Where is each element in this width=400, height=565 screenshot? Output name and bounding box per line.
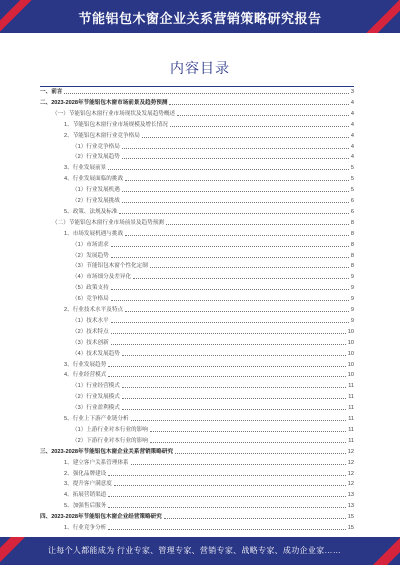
toc-entry-page: 5 — [350, 187, 354, 194]
toc-leader-dots — [108, 366, 345, 367]
toc-entry-page: 8 — [350, 263, 354, 270]
toc-entry[interactable] — [40, 296, 354, 303]
toc-entry-label: 5、加强售后服务 — [64, 503, 107, 510]
toc-entry-label: 2、节能铝包木窗行业竞争格局 — [64, 132, 140, 139]
toc-leader-dots — [169, 104, 348, 105]
toc-entry-page: 11 — [348, 426, 354, 433]
toc-entry[interactable] — [40, 187, 354, 194]
footer-slogan: 让每个人都能成为 行业专家、管理专家、营销专家、战略专家、成功企业家…… — [48, 546, 342, 555]
toc-entry-page: 9 — [350, 296, 354, 303]
toc-leader-dots — [133, 278, 349, 279]
toc-entry-page: 5 — [350, 176, 354, 183]
toc-entry[interactable] — [40, 340, 354, 347]
toc-entry-label: （3）技术创新 — [72, 339, 109, 346]
toc-entry-label: 三、2023-2028年节能铝包木窗企业关系营销策略研究 — [40, 448, 174, 455]
toc-entry-label: （2）技术特点 — [72, 328, 109, 335]
toc-leader-dots — [177, 115, 349, 116]
toc-entry-label: （2）下游行业对本行业的影响 — [72, 437, 148, 444]
toc-entry[interactable] — [40, 372, 354, 379]
toc-entry-page: 10 — [347, 350, 354, 357]
toc-leader-dots — [166, 224, 349, 225]
toc-entry-label: （5）政策支持 — [72, 285, 109, 292]
toc-leader-dots — [108, 507, 345, 508]
toc-leader-dots — [111, 333, 346, 334]
toc-entry[interactable] — [40, 209, 354, 216]
footer-accent-stripe-left — [0, 537, 35, 565]
toc-entry-page: 8 — [350, 241, 354, 248]
toc-heading: 内容目录 — [170, 60, 230, 76]
toc-leader-dots — [111, 257, 349, 258]
toc-entry[interactable] — [40, 231, 354, 238]
toc-entry-label: （2）行业发展趋势 — [72, 154, 120, 161]
toc-entry-page: 10 — [347, 372, 354, 379]
toc-entry-page: 6 — [350, 208, 354, 215]
toc-entry-label: （1）市场需求 — [72, 241, 109, 248]
toc-leader-dots — [122, 148, 349, 149]
toc-entry[interactable] — [40, 318, 354, 325]
toc-entry-page: 11 — [348, 437, 354, 444]
toc-entry[interactable] — [40, 394, 354, 401]
toc-entry-label: 3、提升客户满意度 — [64, 481, 112, 488]
toc-entry[interactable] — [40, 307, 354, 314]
toc-entry[interactable] — [40, 242, 354, 249]
toc-leader-dots — [175, 453, 346, 454]
toc-entry-page: 11 — [348, 405, 354, 412]
toc-leader-dots — [108, 496, 345, 497]
toc-entry-label: 5、行业上下游产业链分析 — [64, 416, 129, 422]
toc-entry-label: （1）行业经营模式 — [72, 383, 120, 390]
toc-entry-label: 1、行业竞争分析 — [64, 525, 107, 531]
toc-entry-page: 9 — [350, 274, 354, 281]
toc-entry-page: 4 — [350, 154, 354, 161]
toc-entry[interactable] — [40, 449, 354, 456]
toc-entry[interactable] — [40, 263, 354, 270]
toc-entry-label: 1、市场发展机遇与挑战 — [64, 230, 124, 237]
toc-leader-dots — [142, 137, 349, 138]
toc-entry[interactable] — [40, 144, 354, 151]
toc-entry-page: 4 — [350, 110, 354, 117]
toc-leader-dots — [150, 267, 349, 268]
toc-entry[interactable] — [40, 460, 354, 467]
toc-leader-dots — [150, 431, 346, 432]
toc-entry-page: 10 — [347, 328, 354, 335]
toc-leader-dots — [125, 311, 349, 312]
toc-leader-dots — [111, 289, 349, 290]
toc-entry-page: 5 — [350, 165, 354, 172]
toc-entry-label: 一、前言 — [40, 89, 63, 95]
toc-entry[interactable] — [40, 514, 354, 521]
toc-leader-dots — [131, 464, 346, 465]
toc-entry-label: （3）行业盈利模式 — [72, 405, 120, 412]
toc-entry-page: 3 — [350, 89, 354, 95]
toc-entry-page: 11 — [348, 416, 354, 422]
toc-entry-label: （1）技术水平 — [72, 317, 109, 324]
toc-leader-dots — [111, 322, 349, 323]
toc-entry-page: 12 — [347, 448, 354, 455]
toc-entry-label: （二）节能铝包木窗行业市场前景及趋势预测 — [52, 219, 164, 226]
toc-entry[interactable] — [40, 220, 354, 227]
toc-divider — [40, 86, 354, 87]
toc-entry-label: （4）技术发展趋势 — [72, 350, 120, 357]
toc-entry-label: （一）节能铝包木窗行业市场现状及发展趋势概述 — [52, 110, 176, 117]
toc-entry[interactable] — [40, 416, 354, 423]
toc-leader-dots — [122, 191, 349, 192]
toc-entry[interactable] — [40, 274, 354, 281]
toc-entry[interactable] — [40, 89, 354, 96]
toc-entry-label: （2）行业发展挑战 — [72, 198, 120, 204]
toc-entry-label: 2、行业技术水平及特点 — [64, 307, 124, 313]
toc-entry-page: 12 — [347, 459, 354, 466]
toc-leader-dots — [108, 529, 345, 530]
toc-leader-dots — [122, 409, 346, 410]
toc-entry-page: 9 — [350, 285, 354, 292]
toc-entry-label: 1、建立客户关系管理体系 — [64, 459, 129, 466]
toc-entry[interactable] — [40, 154, 354, 161]
footer-accent-stripe-right — [365, 537, 400, 565]
toc-entry-page: 6 — [350, 198, 354, 204]
toc-entry-page: 10 — [347, 339, 354, 346]
toc-entry-label: 1、节能铝包木窗行业市场规模及增长情况 — [64, 121, 168, 128]
toc-leader-dots — [108, 376, 345, 377]
page-header — [0, 0, 400, 33]
toc-entry[interactable] — [40, 383, 354, 390]
toc-entry[interactable] — [40, 405, 354, 412]
toc-leader-dots — [122, 387, 346, 388]
toc-entry-label: （2）行业发展模式 — [72, 394, 120, 401]
toc-entry-page: 10 — [347, 361, 354, 368]
toc-entry-label: （2）发展趋势 — [72, 252, 109, 259]
toc-leader-dots — [164, 518, 346, 519]
toc-entry[interactable] — [40, 525, 354, 532]
toc-entry[interactable] — [40, 253, 354, 260]
toc-entry[interactable] — [40, 285, 354, 292]
toc-entry[interactable] — [40, 503, 354, 510]
toc-leader-dots — [108, 169, 349, 170]
toc-leader-dots — [125, 180, 349, 181]
toc-leader-dots — [64, 93, 348, 94]
report-title: 节能铝包木窗企业关系营销策略研究报告 — [78, 11, 322, 26]
toc-entry[interactable] — [40, 329, 354, 336]
toc-entry-label: 3、行业发展趋势 — [64, 361, 107, 368]
table-of-contents — [40, 89, 354, 537]
toc-entry[interactable] — [40, 100, 354, 107]
toc-entry-label: （3）节能铝包木窗个性化定制 — [72, 263, 148, 270]
toc-entry-page: 4 — [350, 121, 354, 128]
toc-leader-dots — [111, 300, 349, 301]
toc-leader-dots — [122, 158, 349, 159]
toc-entry[interactable] — [40, 122, 354, 129]
toc-entry-label: （4）市场细分及差异化 — [72, 274, 132, 281]
toc-leader-dots — [119, 213, 348, 214]
toc-leader-dots — [122, 202, 349, 203]
toc-leader-dots — [111, 246, 349, 247]
toc-entry[interactable] — [40, 438, 354, 445]
toc-entry[interactable] — [40, 481, 354, 488]
toc-entry-page: 12 — [347, 470, 354, 477]
toc-entry-page: 11 — [348, 383, 354, 390]
toc-entry[interactable] — [40, 471, 354, 478]
toc-entry-page: 8 — [350, 252, 354, 259]
toc-leader-dots — [170, 126, 349, 127]
toc-entry-label: 3、行业发展前景 — [64, 165, 107, 172]
toc-entry[interactable] — [40, 492, 354, 499]
toc-entry[interactable] — [40, 176, 354, 183]
toc-entry[interactable] — [40, 165, 354, 172]
toc-entry-page: 4 — [350, 132, 354, 139]
toc-entry[interactable] — [40, 362, 354, 369]
toc-entry-page: 9 — [350, 317, 354, 324]
toc-entry-label: （1）行业发展机遇 — [72, 187, 120, 194]
toc-entry-label: 四、2023-2028年节能铝包木窗企业经营策略研究 — [40, 514, 162, 521]
toc-leader-dots — [131, 420, 347, 421]
toc-entry[interactable] — [40, 351, 354, 358]
toc-leader-dots — [114, 485, 346, 486]
page-footer — [0, 537, 400, 565]
toc-leader-dots — [122, 355, 346, 356]
toc-entry-label: （1）上游行业对本行业的影响 — [72, 426, 148, 433]
toc-entry-page: 8 — [350, 219, 354, 226]
toc-entry-label: 5、政策、法规及标准 — [64, 208, 118, 215]
toc-entry-page: 8 — [350, 230, 354, 237]
toc-leader-dots — [150, 442, 346, 443]
toc-entry-label: 二、2023-2028年节能铝包木窗市场前景及趋势预测 — [40, 99, 168, 106]
toc-leader-dots — [108, 475, 345, 476]
toc-entry-page: 4 — [350, 143, 354, 150]
toc-entry[interactable] — [40, 427, 354, 434]
toc-entry-label: 2、强化品牌建设 — [64, 470, 107, 477]
toc-entry-label: 4、行业经营模式 — [64, 372, 107, 379]
toc-entry-page: 11 — [348, 394, 354, 401]
toc-entry-page: 15 — [347, 525, 354, 531]
toc-entry-label: （1）行业竞争格局 — [72, 143, 120, 150]
toc-entry-label: （6）竞争格局 — [72, 296, 109, 303]
toc-entry-label: 4、行业发展面临的挑战 — [64, 176, 124, 183]
toc-entry-page: 15 — [347, 514, 354, 521]
toc-entry-page: 9 — [350, 307, 354, 313]
toc-leader-dots — [125, 235, 349, 236]
toc-entry-page: 12 — [347, 481, 354, 488]
toc-entry[interactable] — [40, 111, 354, 118]
toc-entry-page: 13 — [347, 492, 354, 499]
toc-entry[interactable] — [40, 198, 354, 205]
toc-entry-page: 13 — [347, 503, 354, 510]
toc-entry[interactable] — [40, 133, 354, 140]
toc-leader-dots — [122, 398, 346, 399]
toc-entry-label: 4、拓展营销渠道 — [64, 492, 107, 499]
toc-leader-dots — [111, 344, 346, 345]
toc-entry-page: 4 — [350, 99, 354, 106]
